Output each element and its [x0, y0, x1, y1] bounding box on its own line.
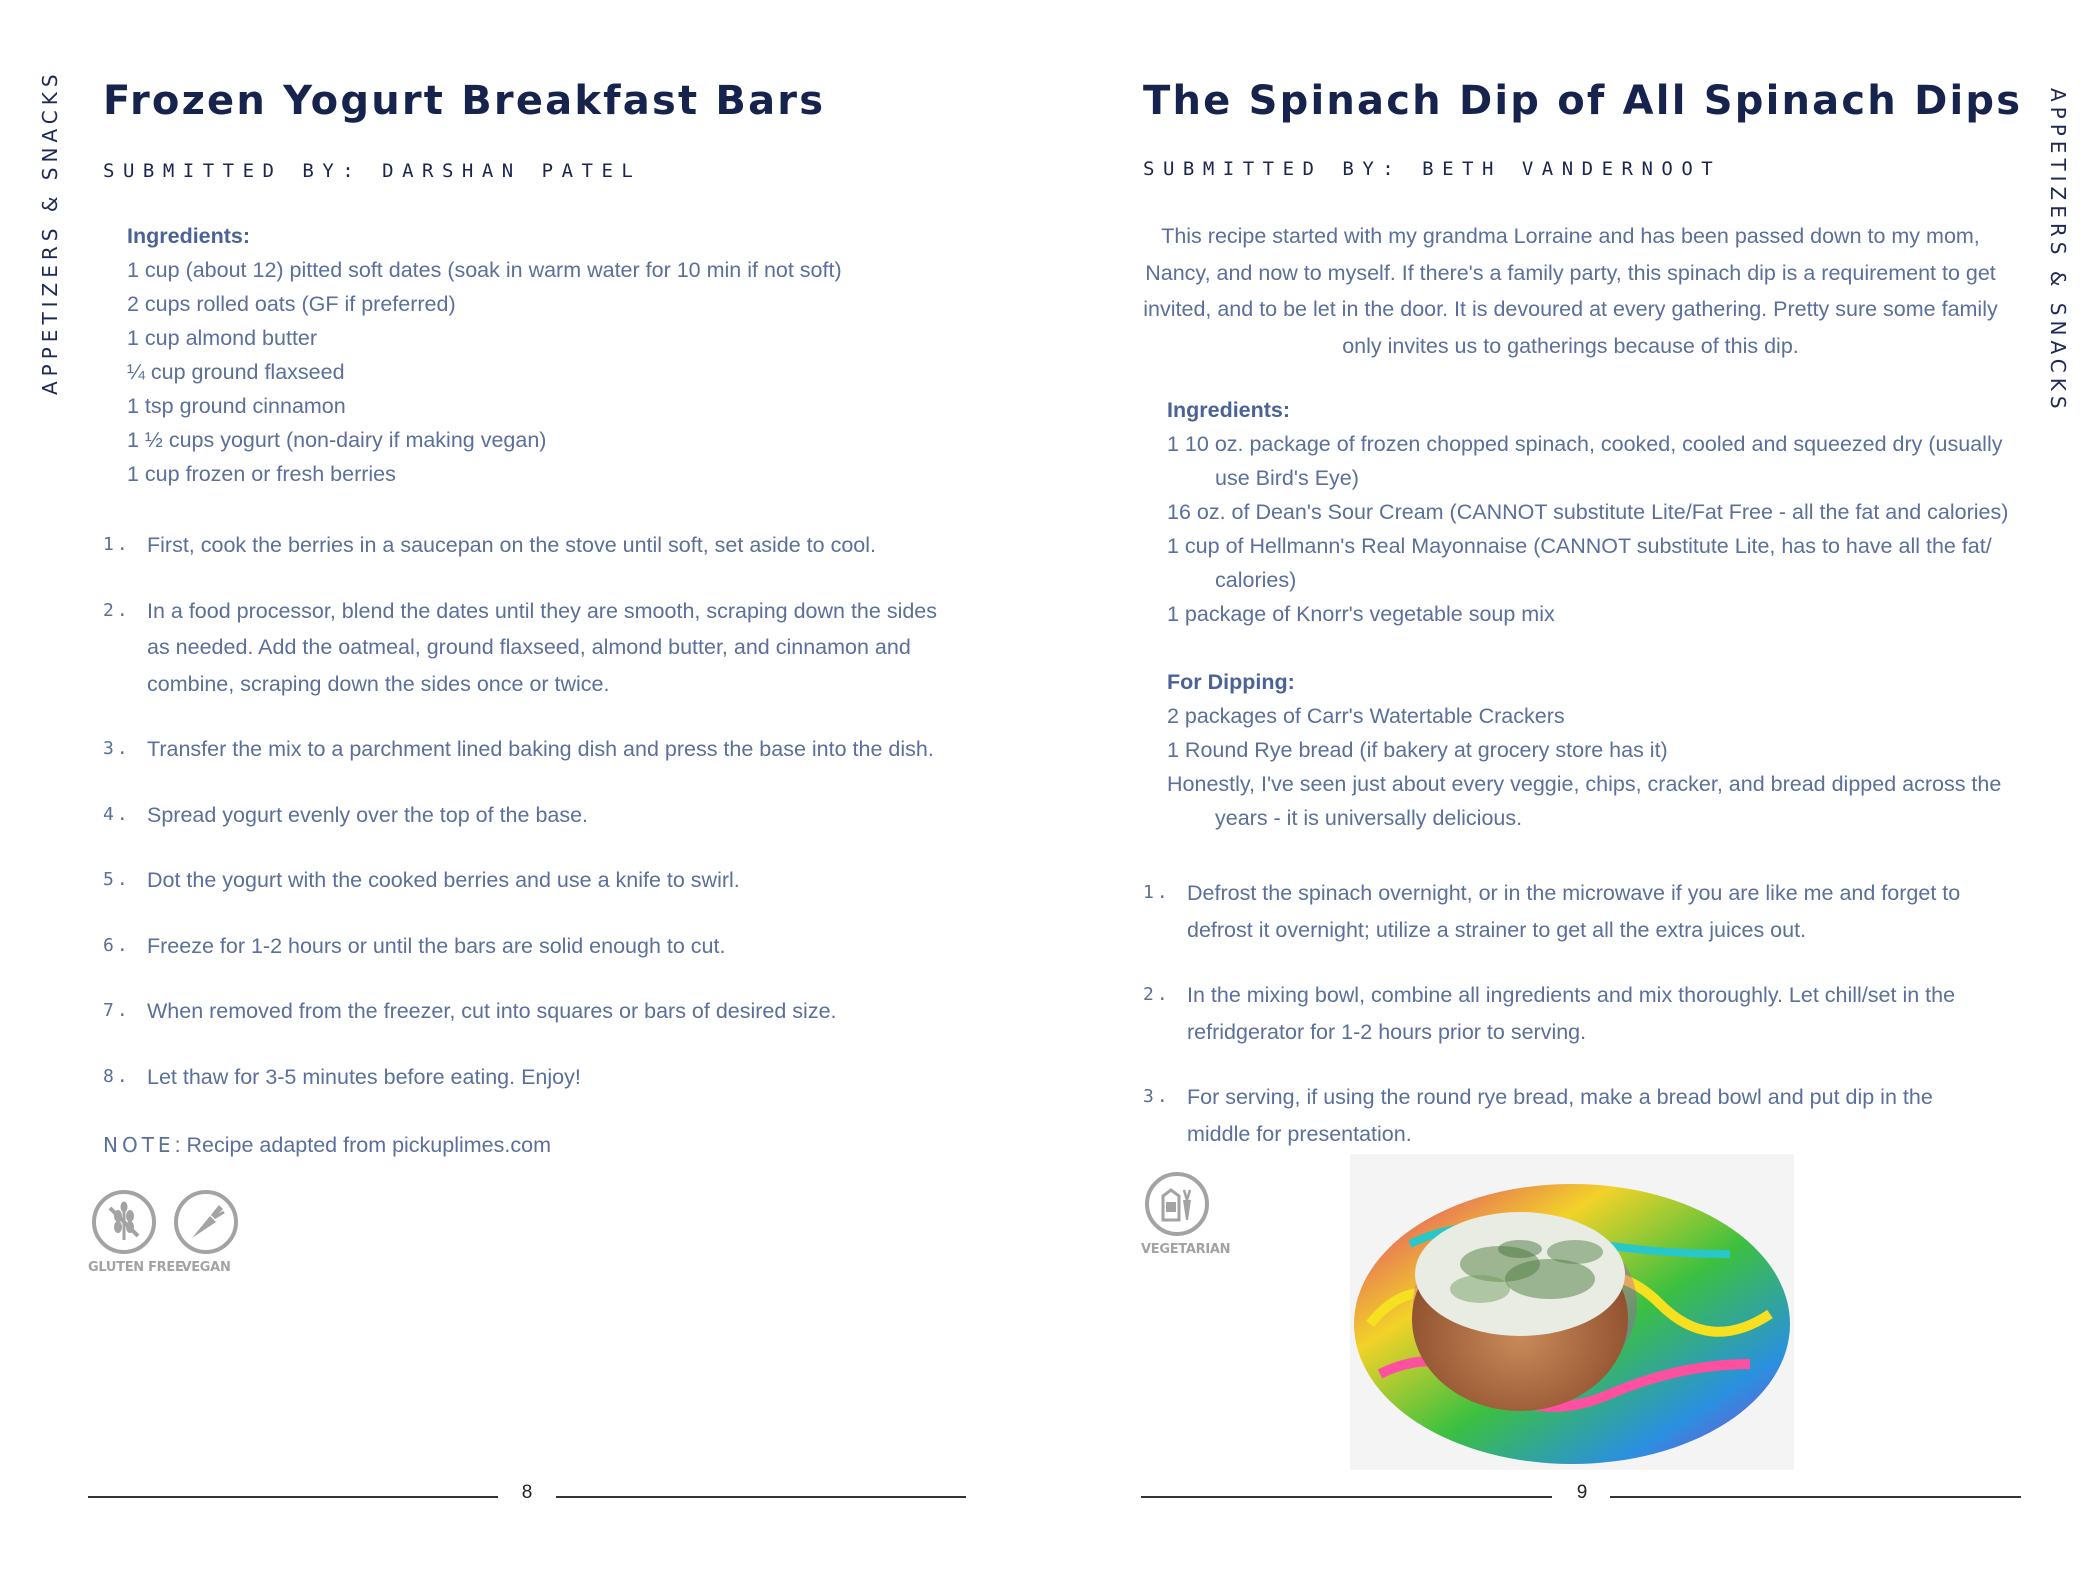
recipe-title: Frozen Yogurt Breakfast Bars [103, 78, 826, 124]
note-text: : Recipe adapted from pickuplimes.com [174, 1133, 551, 1157]
step-text: Defrost the spinach overnight, or in the microwave if you are like me and forget to defrost it overnight; utilize a strainer to get all the extra juices out. [1187, 881, 1961, 942]
dipping-item-continued: years - it is universally delicious. [1215, 806, 1523, 830]
ingredients-section [127, 219, 842, 491]
step-number: 8. [103, 1065, 131, 1087]
ingredient-item-continued: use Bird's Eye) [1215, 466, 1359, 490]
instruction-step [103, 593, 943, 703]
step-number: 3. [103, 738, 131, 759]
step-text: For serving, if using the round rye bread, make a bread bowl and put dip in the middle for presentation. [1187, 1085, 1933, 1146]
step-text: Freeze for 1-2 hours or until the bars are solid enough to cut. [147, 933, 726, 958]
vegetarian-badge [1141, 1172, 1231, 1257]
step-text: In the mixing bowl, combine all ingredients and mix thoroughly. Let chill/set in the refridgerator for 1-2 hours prior to serving. [1187, 983, 1956, 1044]
step-number: 7. [103, 1000, 131, 1021]
instruction-step [1143, 977, 1983, 1050]
ingredient-item: ¼ cup ground flaxseed [127, 360, 345, 384]
ingredient-item: 1 cup almond butter [127, 326, 318, 350]
instructions-list [1143, 875, 1983, 1152]
badge-label: VEGETARIAN [1141, 1242, 1231, 1257]
instructions-list [103, 527, 943, 1095]
vegetarian-icon [1145, 1172, 1209, 1236]
badge-label: VEGAN [181, 1260, 231, 1275]
ingredients-heading: Ingredients: [1167, 398, 1291, 422]
instruction-step [1143, 1079, 1983, 1152]
ingredient-item: 1 package of Knorr's vegetable soup mix [1167, 602, 1555, 626]
ingredient-item: 2 cups rolled oats (GF if preferred) [127, 292, 456, 316]
ingredient-item: 1 ½ cups yogurt (non-dairy if making vegan) [127, 428, 547, 452]
dipping-item: 2 packages of Carr's Watertable Crackers [1167, 704, 1565, 728]
instruction-step [103, 928, 943, 965]
page-number: 8 [521, 1482, 533, 1503]
recipe-note [103, 1133, 551, 1158]
instruction-step [103, 993, 943, 1030]
instruction-step [1143, 875, 1983, 948]
ingredient-item: 1 cup of Hellmann's Real Mayonnaise (CANNOT substitute Lite, has to have all the fat/ [1167, 534, 1992, 558]
page-number: 9 [1576, 1482, 1588, 1503]
spacer [1167, 631, 2008, 665]
vegan-badge [170, 1190, 242, 1275]
step-text: Spread yogurt evenly over the top of the base. [147, 802, 589, 827]
step-text: When removed from the freezer, cut into squares or bars of desired size. [147, 999, 837, 1023]
footer-rule-right [1610, 1496, 2021, 1498]
step-number: 4. [103, 803, 131, 825]
step-text: Transfer the mix to a parchment lined baking dish and press the base into the dish. [147, 737, 934, 761]
step-text: Let thaw for 3-5 minutes before eating. Enjoy! [147, 1064, 581, 1089]
ingredient-item: 1 cup frozen or fresh berries [127, 462, 396, 486]
instruction-step [103, 527, 943, 564]
ingredient-item: 1 tsp ground cinnamon [127, 394, 346, 418]
dipping-item: 1 Round Rye bread (if bakery at grocery store has it) [1167, 738, 1668, 762]
footer-rule-left [1141, 1496, 1552, 1498]
side-section-label: APPETIZERS & SNACKS [2046, 88, 2070, 414]
gluten-free-badge [88, 1190, 184, 1275]
step-number: 1. [1143, 882, 1171, 903]
step-text: First, cook the berries in a saucepan on the stove until soft, set aside to cool. [147, 533, 877, 557]
ingredient-item: 1 cup (about 12) pitted soft dates (soak in warm water for 10 min if not soft) [127, 258, 842, 282]
badge-label: GLUTEN FREE [88, 1260, 184, 1275]
instruction-step [103, 862, 943, 899]
submitted-by: SUBMITTED BY: BETH VANDERNOOT [1143, 158, 1722, 180]
step-number: 2. [103, 599, 131, 621]
step-text: Dot the yogurt with the cooked berries and use a knife to swirl. [147, 868, 740, 892]
step-number: 6. [103, 934, 131, 956]
ingredient-item-continued: calories) [1215, 568, 1297, 592]
footer-rule-left [88, 1496, 498, 1498]
side-section-label: APPETIZERS & SNACKS [38, 69, 62, 395]
gluten-free-icon [92, 1190, 156, 1254]
step-number: 5. [103, 869, 131, 890]
vegan-carrot-icon [174, 1190, 238, 1254]
instruction-step [103, 731, 943, 768]
dipping-item: Honestly, I've seen just about every veggie, chips, cracker, and bread dipped across the [1167, 772, 2002, 796]
instruction-step [103, 797, 943, 834]
spinach-dip-bread-bowl-photo [1350, 1154, 1794, 1470]
submitted-by: SUBMITTED BY: DARSHAN PATEL [103, 160, 642, 182]
step-text: In a food processor, blend the dates until they are smooth, scraping down the sides as needed. Add the oatmeal, ground flaxseed, almond butter, and cinnamon and combine, scraping down the sides once or twice. [147, 598, 938, 696]
step-number: 1. [103, 534, 131, 555]
step-number: 3. [1143, 1086, 1171, 1107]
note-label: NOTE [103, 1133, 175, 1157]
recipe-title: The Spinach Dip of All Spinach Dips [1143, 78, 2023, 124]
ingredients-section [1167, 393, 2008, 835]
footer-rule-right [556, 1496, 966, 1498]
step-number: 2. [1143, 984, 1171, 1005]
recipe-intro: This recipe started with my grandma Lorraine and has been passed down to my mom, Nancy, and now to myself. If there's a family party, this spinach dip is a requirement to get invited, and to be let in the door. It is devoured at every gathering. Pretty sure some family only invites us to gatherings because of this dip. [1143, 224, 1998, 358]
dipping-heading: For Dipping: [1167, 670, 1295, 694]
ingredient-item: 16 oz. of Dean's Sour Cream (CANNOT substitute Lite/Fat Free - all the fat and calories) [1167, 500, 2009, 524]
instruction-step [103, 1059, 943, 1096]
ingredients-heading: Ingredients: [127, 224, 251, 248]
ingredient-item: 1 10 oz. package of frozen chopped spinach, cooked, cooled and squeezed dry (usually [1167, 432, 2003, 456]
